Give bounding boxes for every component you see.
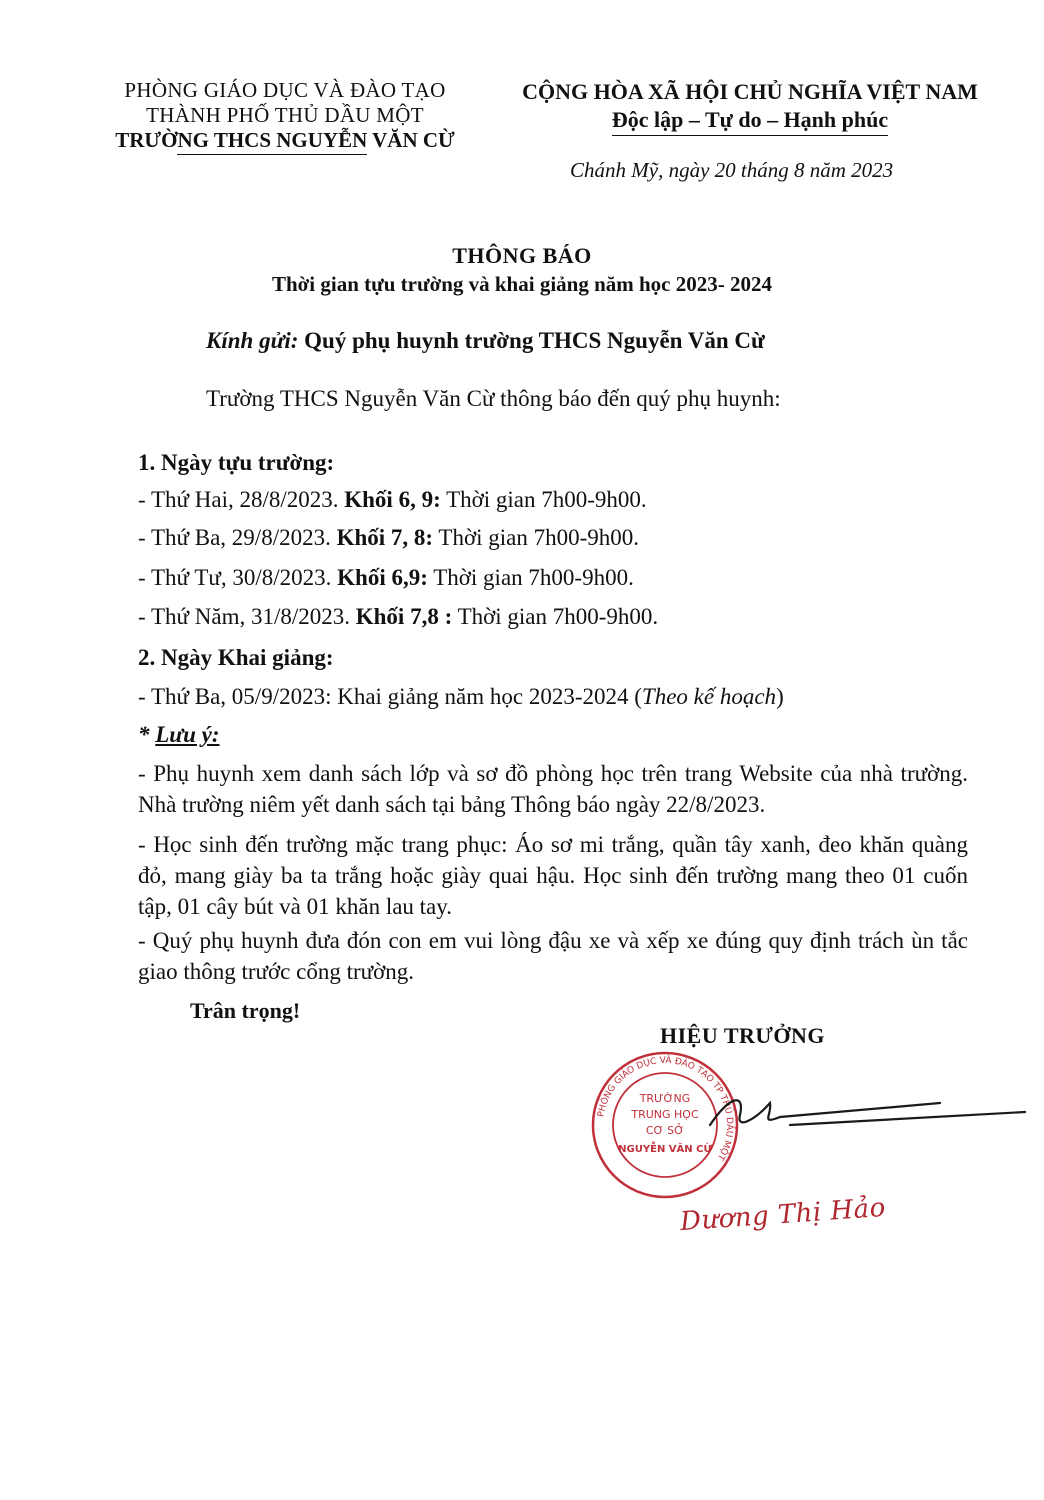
note-label: * Lưu ý: xyxy=(138,722,220,747)
intro-text: Trường THCS Nguyễn Văn Cừ thông báo đến quý phụ huynh: xyxy=(206,386,781,411)
document-title: THÔNG BÁO xyxy=(452,243,592,268)
department-name: PHÒNG GIÁO DỤC VÀ ĐÀO TẠO xyxy=(124,78,446,102)
stamp-line: CƠ SỞ xyxy=(645,1124,685,1137)
list-item: - Thứ Ba, 05/9/2023: Khai giảng năm học 2023-2024 (Theo kế hoạch) xyxy=(138,684,784,709)
list-item: - Thứ Ba, 29/8/2023. Khối 7, 8: Thời gian 7h00-9h00. xyxy=(138,525,640,550)
handwritten-signature xyxy=(700,1085,1030,1145)
city-name: THÀNH PHỐ THỦ DẦU MỘT xyxy=(146,103,424,127)
issuing-authority xyxy=(70,78,500,155)
signer-name: Dương Thị Hảo xyxy=(679,1192,887,1238)
list-item: - Thứ Tư, 30/8/2023. Khối 6,9: Thời gian 7h00-9h00. xyxy=(138,565,634,590)
document-subtitle: Thời gian tựu trường và khai giảng năm học 2023- 2024 xyxy=(271,272,773,296)
stamp-line: TRUNG HỌC xyxy=(631,1108,699,1121)
greeting xyxy=(206,328,765,354)
stamp-line: TRƯỜNG xyxy=(639,1092,691,1105)
nation-title: CỘNG HÒA XÃ HỘI CHỦ NGHĨA VIỆT NAM xyxy=(522,79,978,104)
signatory-title: HIỆU TRƯỞNG xyxy=(660,1023,826,1048)
list-item: - Thứ Năm, 31/8/2023. Khối 7,8 : Thời gian 7h00-9h00. xyxy=(138,604,659,629)
greeting-recipient: Quý phụ huynh trường THCS Nguyễn Văn Cừ xyxy=(298,328,765,353)
greeting-label: Kính gửi: xyxy=(206,328,299,353)
section2-heading: 2. Ngày Khai giảng: xyxy=(138,645,334,670)
section1-heading: 1. Ngày tựu trường: xyxy=(138,450,335,475)
document-date: Chánh Mỹ, ngày 20 tháng 8 năm 2023 xyxy=(570,158,894,182)
stamp-line: NGUYỄN VĂN CỪ xyxy=(618,1144,712,1155)
closing: Trân trọng! xyxy=(190,998,301,1023)
national-header xyxy=(500,78,1000,136)
stamp-ring-text: PHÒNG GIÁO DỤC VÀ ĐÀO TẠO TP THỦ DẦU MỘT xyxy=(596,1055,735,1162)
note-paragraph: - Quý phụ huynh đưa đón con em vui lòng đậu xe và xếp xe đúng quy định trách ùn tắc giao thông trước cổng trường. xyxy=(138,928,968,984)
note-paragraph: - Phụ huynh xem danh sách lớp và sơ đồ phòng học trên trang Website của nhà trường. Nhà trường niêm yết danh sách tại bảng Thông báo ngày 22/8/2023. xyxy=(138,761,968,817)
list-item: - Thứ Hai, 28/8/2023. Khối 6, 9: Thời gian 7h00-9h00. xyxy=(138,487,647,512)
national-motto: Độc lập – Tự do – Hạnh phúc xyxy=(612,106,888,136)
note-paragraph: - Học sinh đến trường mặc trang phục: Áo sơ mi trắng, quần tây xanh, đeo khăn quàng đỏ, mang giày ba ta trắng hoặc giày quai hậu. Học sinh đến trường mang theo 01 cuốn tập, 01 cây bút và 01 khăn lau tay. xyxy=(138,832,968,919)
school-name: TRƯỜNG THCS NGUYỄN VĂN CỪ xyxy=(70,128,500,155)
